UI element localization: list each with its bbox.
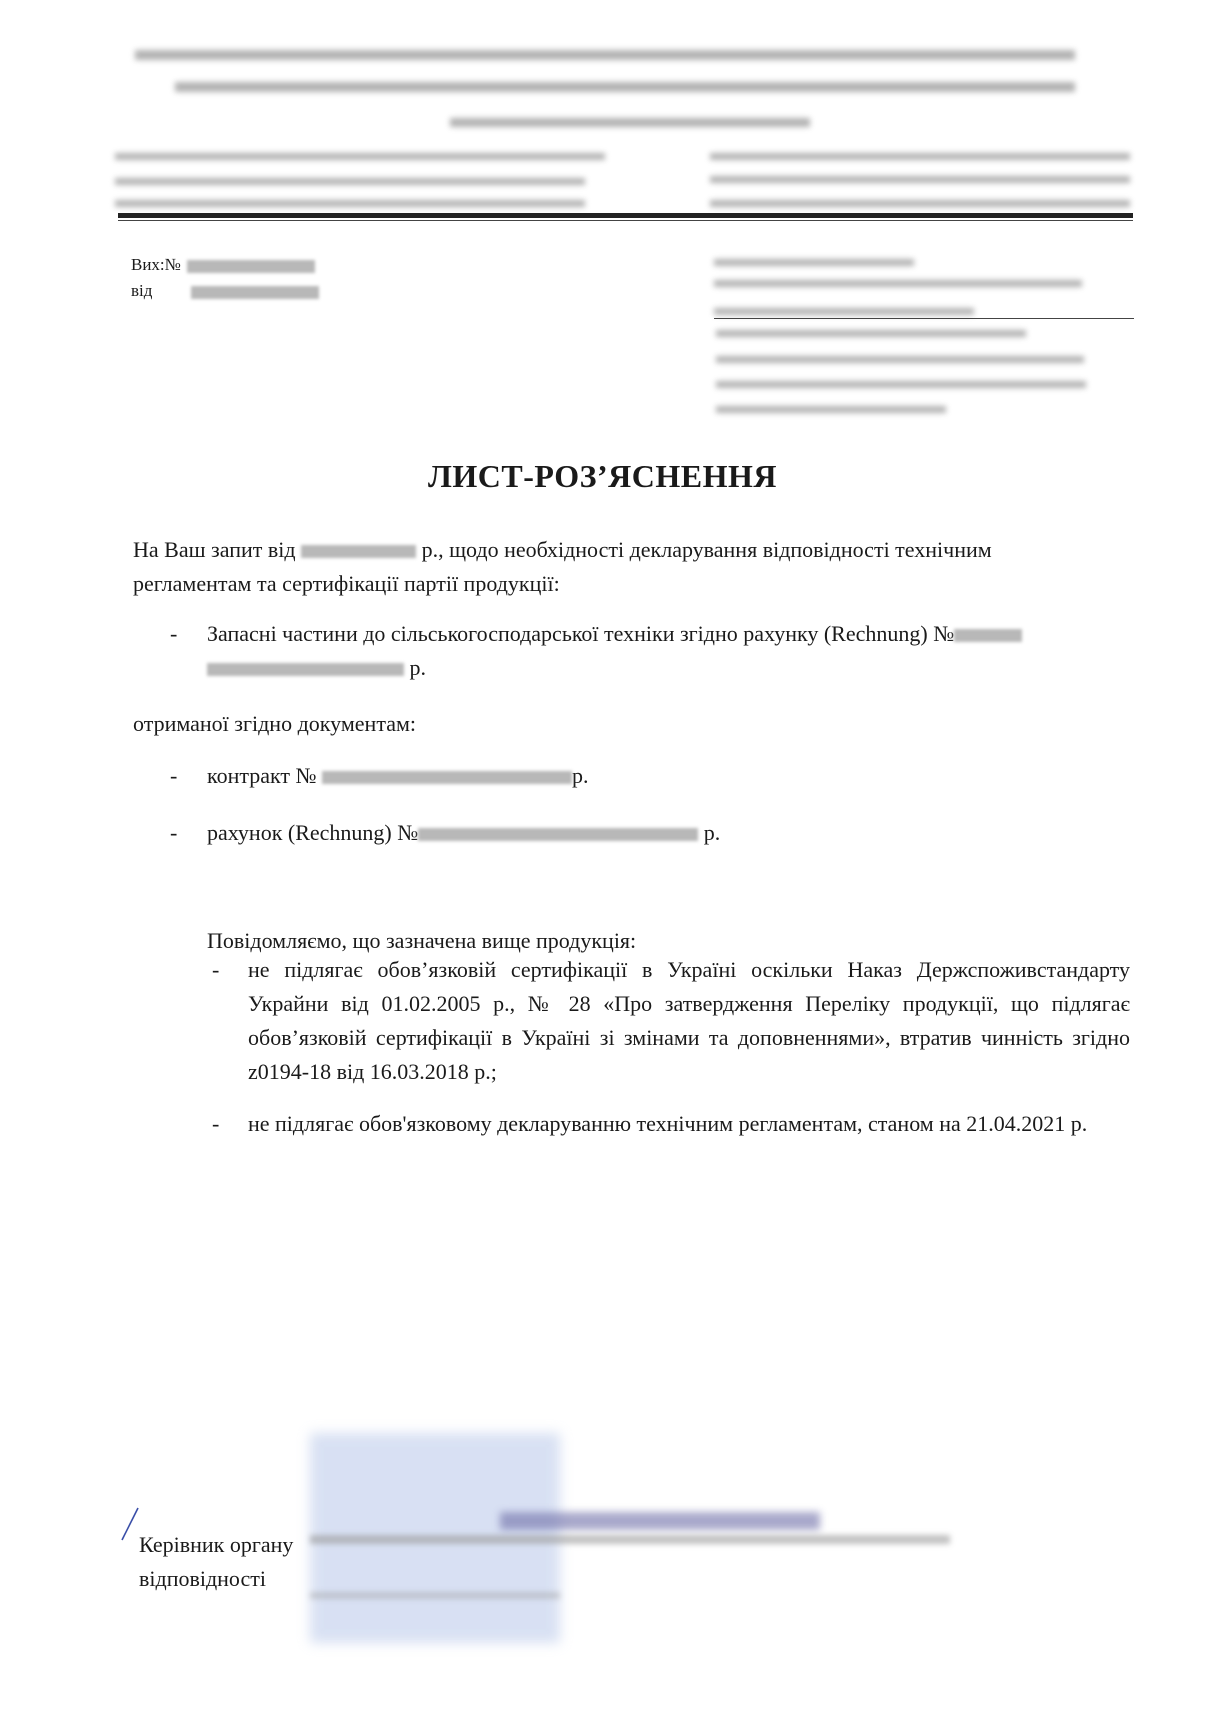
- received-label: отриманої згідно документам:: [133, 711, 417, 736]
- invoice-label: рахунок (Rechnung) №: [207, 820, 419, 845]
- bullet-dash: -: [212, 1111, 220, 1136]
- intro-text-start: На Ваш запит від: [133, 537, 296, 562]
- bullet-dash: -: [170, 621, 178, 646]
- invoice-end: р.: [703, 820, 721, 845]
- intro-line2: регламентам та сертифікації партії продукції:: [133, 571, 560, 596]
- signature-blur: [500, 1512, 820, 1530]
- intro-paragraph: [133, 533, 1093, 601]
- signature-block: [139, 1528, 293, 1596]
- product-item: [170, 617, 1130, 685]
- document-title: ЛИСТ-РОЗ’ЯСНЕННЯ: [428, 458, 777, 494]
- bullet-dash: -: [170, 820, 178, 845]
- contract-end: р.: [572, 763, 589, 788]
- redacted-invoice-date: [207, 663, 404, 676]
- product-description: Запасні частини до сільськогосподарської техніки згідно рахунку (Rechnung) №: [207, 621, 955, 646]
- redacted-contract: [322, 771, 572, 784]
- notice-heading: Повідомляємо, що зазначена вище продукція:: [207, 928, 637, 953]
- product-item-end: р.: [409, 655, 426, 680]
- header-rule: [118, 213, 1133, 218]
- notice-point-text: не підлягає обов’язковій сертифікації в Україні оскільки Наказ Держспоживстандарту Украйни від 01.02.2005 р., № 28 «Про затвердження Переліку продукції, що підлягає обов’язковій сертифікації в Україні зі змінами та доповненнями», втратив чинність згідно z0194-18 від 16.03.2018 р.;: [248, 957, 1130, 1084]
- redacted-number: [187, 260, 315, 273]
- intro-text-end: р., щодо необхідності декларування відповідності технічним: [421, 537, 992, 562]
- contract-label: контракт №: [207, 763, 317, 788]
- outgoing-date-label: від: [131, 281, 153, 300]
- redacted-request-date: [301, 545, 416, 558]
- outgoing-ref: [131, 252, 319, 304]
- signer-name-blur: [310, 1535, 950, 1544]
- redacted-invoice: [418, 828, 698, 841]
- outgoing-number-label: Вих:№: [131, 255, 181, 274]
- doc-item-contract: [170, 759, 970, 793]
- bullet-dash: -: [170, 763, 178, 788]
- bullet-dash: -: [212, 957, 220, 982]
- redacted-invoice-number: [954, 629, 1022, 642]
- notice-point-text: не підлягає обов'язковому декларуванню технічним регламентам, станом на 21.04.2021 р.: [248, 1111, 1088, 1136]
- signer-title-line2: відповідності: [139, 1566, 266, 1591]
- notice-point-2: [212, 1107, 1130, 1141]
- doc-item-invoice: [170, 816, 970, 850]
- redacted-date: [191, 286, 319, 299]
- notice-point-1: [212, 953, 1130, 1089]
- signer-title-line1: Керівник органу: [139, 1532, 294, 1557]
